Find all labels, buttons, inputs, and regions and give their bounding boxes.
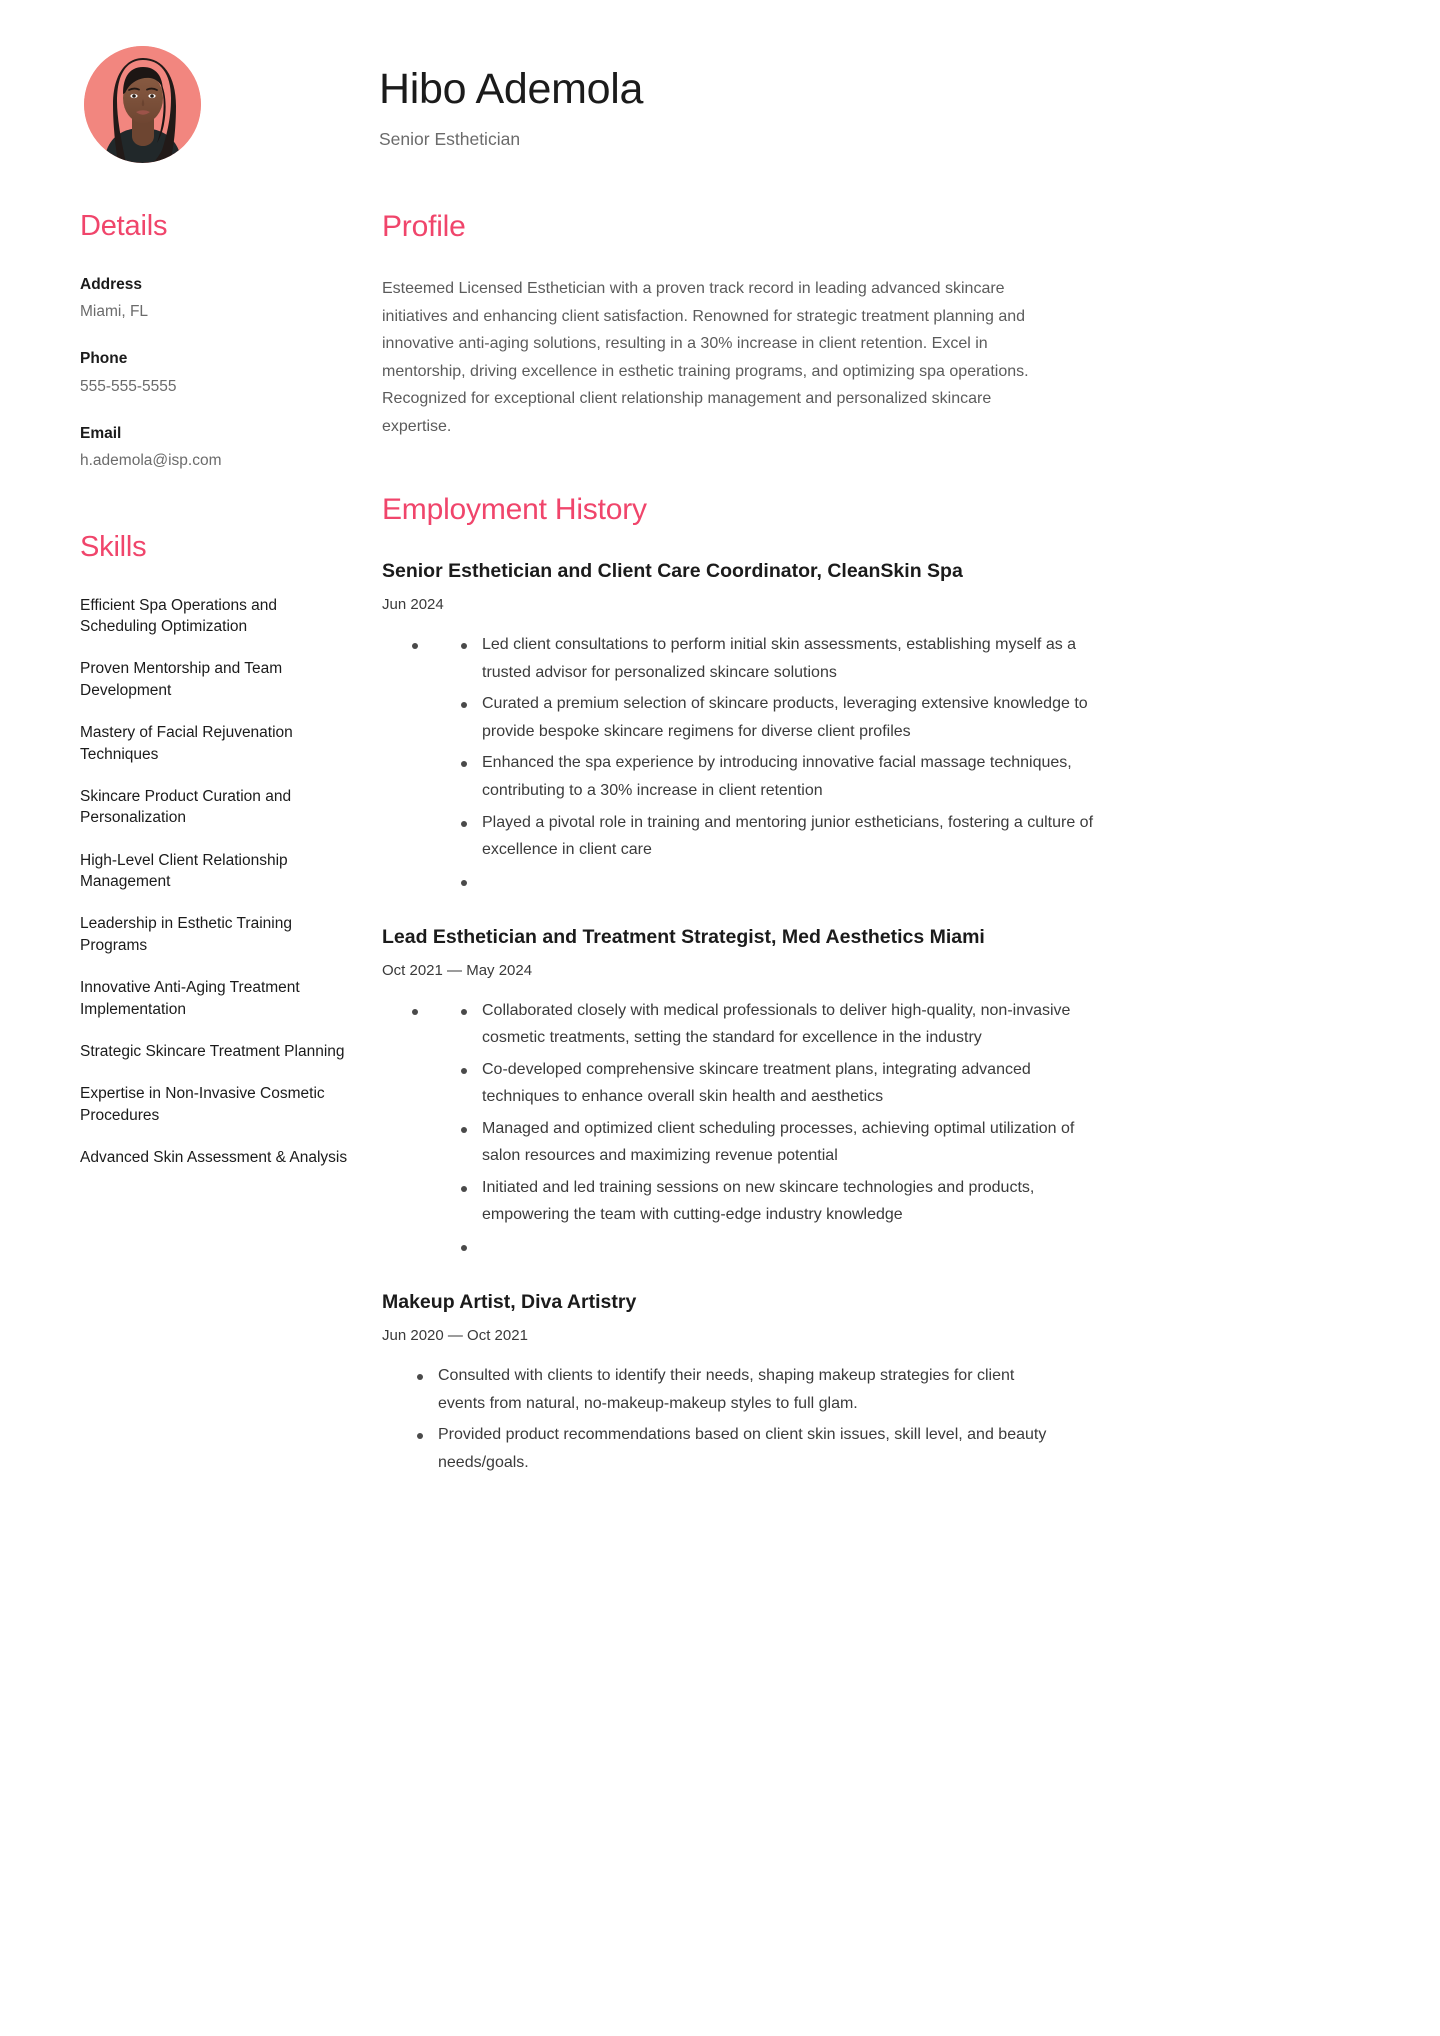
employment-heading: Employment History [382,493,647,527]
job-title: Makeup Artist, Diva Artistry [382,1290,637,1313]
job-bullet: Enhanced the spa experience by introducing innovative facial massage techniques, contributing to a 30% increase in client retention [456,749,1096,804]
page-title: Hibo Ademola [379,65,644,113]
resume-header [80,46,1360,163]
details-heading: Details [80,210,168,242]
resume-body [80,209,1360,1506]
skill-item: Strategic Skincare Treatment Planning [80,1042,345,1060]
job-bullet: Played a pivotal role in training and mentoring junior estheticians, fostering a culture of excellence in client care [456,809,1096,864]
job-bullet: Consulted with clients to identify their needs, shaping makeup strategies for client events from natural, no-makeup-makeup styles to full glam. [412,1362,1062,1417]
profile-section [382,209,1360,440]
job-bullet-list [382,997,1360,1259]
job-dates: Jun 2024 [382,596,444,614]
skills-section [80,530,355,1169]
skill-item: Innovative Anti-Aging Treatment Implementation [80,979,300,1018]
job-dates: Jun 2020 — Oct 2021 [382,1327,528,1345]
detail-value-address: Miami, FL [80,303,149,321]
detail-label-phone: Phone [80,350,128,368]
skills-heading: Skills [80,530,147,563]
job-bullet: Curated a premium selection of skincare products, leveraging extensive knowledge to provide bespoke skincare regimens for diverse client profiles [456,690,1096,745]
detail-email [80,423,355,472]
profile-heading: Profile [382,210,466,243]
job-bullet-group [412,997,1360,1259]
sidebar [80,209,375,1189]
job-dates: Oct 2021 — May 2024 [382,961,533,979]
skill-item: Efficient Spa Operations and Scheduling Optimization [80,596,278,636]
employment-section [382,492,1360,1476]
job-bullet-sublist [456,997,1360,1259]
detail-label-email: Email [80,424,122,442]
avatar-container [84,46,379,163]
job-bullet-group [412,631,1360,893]
detail-phone [80,348,355,397]
header-job-title: Senior Esthetician [379,129,521,150]
skill-item: Mastery of Facial Rejuvenation Techniques [80,724,293,763]
skill-item: Leadership in Esthetic Training Programs [80,915,292,954]
profile-photo-icon [84,46,201,163]
job-bullet: Initiated and led training sessions on new skincare technologies and products, empowering the team with cutting-edge industry knowledge [456,1174,1096,1229]
avatar [84,46,201,163]
skill-item: Skincare Product Curation and Personalization [80,787,292,827]
profile-text: Esteemed Licensed Esthetician with a proven track record in leading advanced skincare initiatives and enhancing client satisfaction. Renowned for strategic treatment planning and innovative anti-aging solutions, resulting in a 30% increase in client retention. Excel in mentorship, driving excellence in esthetic training programs, and optimizing spa operations. Recognized for exceptional client relationship management and personalized skincare expertise. [382,280,1029,435]
skill-item: High-Level Client Relationship Management [80,851,288,891]
detail-label-address: Address [80,275,143,293]
job-bullet-empty [456,868,1096,894]
main-content [375,209,1360,1506]
job-bullet-list [382,1362,1360,1476]
job-title: Lead Esthetician and Treatment Strategist, Med Aesthetics Miami [382,925,985,948]
job-entry [382,1289,1360,1476]
job-bullet: Led client consultations to perform initial skin assessments, establishing myself as a trusted advisor for personalized skincare solutions [456,631,1096,686]
detail-value-email: h.ademola@isp.com [80,452,222,470]
skill-item: Expertise in Non-Invasive Cosmetic Procedures [80,1085,325,1124]
job-bullet-empty [456,1233,1096,1259]
job-entry [382,924,1360,1259]
skill-item: Advanced Skin Assessment & Analysis [80,1149,348,1167]
job-bullet: Provided product recommendations based on client skin issues, skill level, and beauty needs/goals. [412,1421,1062,1476]
job-bullet: Co-developed comprehensive skincare treatment plans, integrating advanced techniques to enhance overall skin health and aesthetics [456,1056,1096,1111]
details-section [80,209,355,472]
skill-item: Proven Mentorship and Team Development [80,660,283,699]
job-bullet: Managed and optimized client scheduling processes, achieving optimal utilization of salon resources and maximizing revenue potential [456,1115,1096,1170]
detail-address [80,274,355,323]
job-entry [382,558,1360,893]
job-title: Senior Esthetician and Client Care Coordinator, CleanSkin Spa [382,560,963,583]
detail-value-phone: 555-555-5555 [80,377,177,395]
job-bullet-list [382,631,1360,893]
job-bullet-sublist [456,631,1360,893]
name-block [379,46,643,150]
job-bullet: Collaborated closely with medical professionals to deliver high-quality, non-invasive cosmetic treatments, setting the standard for excellence in the industry [456,997,1096,1052]
